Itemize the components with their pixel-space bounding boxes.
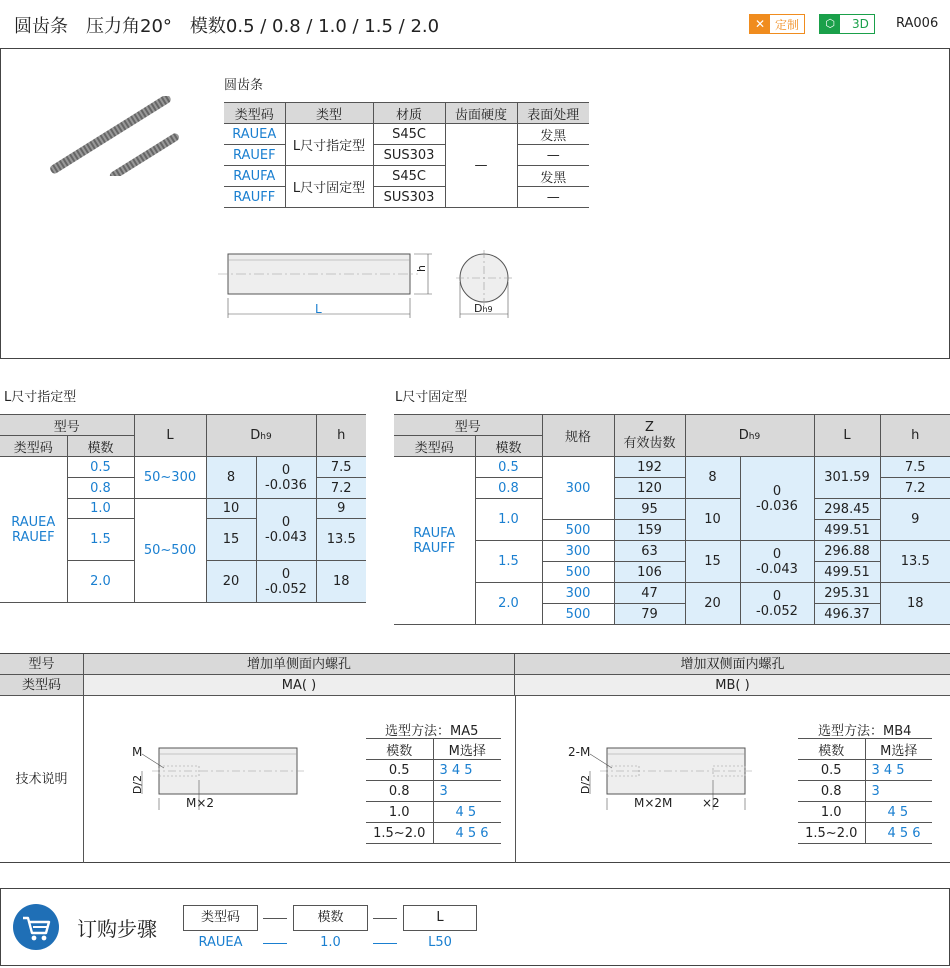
l-cell: 301.59 bbox=[814, 457, 880, 499]
l-cell: 295.31 bbox=[814, 583, 880, 604]
l-spec-table bbox=[0, 414, 366, 603]
product-code: RA006 bbox=[896, 16, 939, 31]
tol-top: 0 bbox=[281, 462, 291, 478]
col-header bbox=[206, 415, 316, 457]
single-d2-label: D/2 bbox=[131, 774, 145, 795]
z-header: Z bbox=[645, 419, 654, 435]
d-header-label: D bbox=[250, 428, 261, 443]
col-header: 规格 bbox=[542, 415, 614, 457]
col-header: L bbox=[814, 415, 880, 457]
h-cell: 18 bbox=[316, 561, 366, 603]
m-choice-cell[interactable]: 4 5 bbox=[865, 802, 932, 823]
spec-cell[interactable]: 300 bbox=[542, 583, 614, 604]
options-single-title: 增加单侧面内螺孔 bbox=[84, 654, 515, 675]
options-divider bbox=[515, 696, 516, 863]
single-select-title: 选型方法：MA5 bbox=[385, 724, 479, 739]
order-dash bbox=[373, 918, 397, 919]
order-code-value[interactable]: RAUEA bbox=[198, 935, 243, 950]
l-dim-label: L bbox=[315, 302, 322, 316]
module-cell[interactable]: 2.0 bbox=[475, 583, 542, 625]
m-choice-cell[interactable]: 4 5 bbox=[433, 802, 501, 823]
options-h-model: 型号 bbox=[0, 654, 84, 675]
d-header-label: D bbox=[738, 428, 749, 443]
m-choice-cell[interactable]: 4 5 6 bbox=[865, 823, 932, 844]
product-table-caption: 圆齿条 bbox=[224, 78, 264, 93]
type-code-cell[interactable]: RAUFA bbox=[224, 166, 285, 187]
hardness-cell: — bbox=[445, 124, 517, 208]
d-cell: 15 bbox=[685, 541, 740, 583]
z-cell: 106 bbox=[614, 562, 685, 583]
l-range-cell[interactable]: 50~500 bbox=[134, 499, 206, 603]
type-code-cell[interactable]: RAUFF bbox=[224, 187, 285, 208]
h-cell: 7.5 bbox=[316, 457, 366, 478]
l-cell: 499.51 bbox=[814, 520, 880, 541]
module-cell: 0.8 bbox=[798, 781, 865, 802]
z-cell: 192 bbox=[614, 457, 685, 478]
z-cell: 63 bbox=[614, 541, 685, 562]
material-cell: SUS303 bbox=[373, 145, 445, 166]
col-header: 型号 bbox=[0, 415, 134, 436]
d-header-sub: h9 bbox=[260, 432, 272, 442]
module-cell[interactable]: 0.5 bbox=[475, 457, 542, 478]
cart-icon bbox=[13, 904, 59, 950]
tol-top: 0 bbox=[772, 588, 782, 604]
double-d2-label: D/2 bbox=[579, 774, 593, 795]
l-cell: 296.88 bbox=[814, 541, 880, 562]
h-cell: 9 bbox=[316, 499, 366, 519]
spec-cell[interactable]: 300 bbox=[542, 541, 614, 562]
type-codes-cell[interactable]: RAUEA RAUEF bbox=[0, 457, 67, 603]
col-header: 类型 bbox=[285, 103, 373, 124]
type-cell: L尺寸指定型 bbox=[285, 124, 373, 166]
tol-bottom: -0.052 bbox=[756, 603, 798, 619]
h-cell: 7.2 bbox=[316, 478, 366, 499]
single-select-table bbox=[366, 738, 501, 844]
cube-icon: ⬡ bbox=[820, 15, 840, 33]
h-cell: 13.5 bbox=[316, 519, 366, 561]
double-x2-label: ×2 bbox=[702, 796, 720, 810]
page-title: 圆齿条 压力角20° 模数0.5 / 0.8 / 1.0 / 1.5 / 2.0 bbox=[14, 16, 440, 37]
spec-cell[interactable]: 300 bbox=[542, 457, 614, 520]
dimension-drawing bbox=[218, 242, 518, 322]
module-cell: 1.0 bbox=[798, 802, 865, 823]
module-cell: 1.5~2.0 bbox=[366, 823, 433, 844]
material-cell: S45C bbox=[373, 166, 445, 187]
order-section bbox=[0, 888, 950, 966]
h-cell: 18 bbox=[880, 583, 950, 625]
tol-top: 0 bbox=[772, 483, 782, 499]
col-header: 类型码 bbox=[224, 103, 285, 124]
tol-cell bbox=[740, 541, 814, 583]
l-cell: 298.45 bbox=[814, 499, 880, 520]
d-sub-label: h9 bbox=[482, 305, 493, 314]
col-header: 齿面硬度 bbox=[445, 103, 517, 124]
l-cell: 496.37 bbox=[814, 604, 880, 625]
d-cell: 10 bbox=[206, 499, 256, 519]
tol-top: 0 bbox=[772, 546, 782, 562]
spec-cell[interactable]: 500 bbox=[542, 562, 614, 583]
order-l-header: L bbox=[403, 905, 477, 931]
d-cell: 10 bbox=[685, 499, 740, 541]
m-choice-cell[interactable]: 4 5 6 bbox=[433, 823, 501, 844]
col-header bbox=[685, 415, 814, 457]
module-cell[interactable]: 0.8 bbox=[67, 478, 134, 499]
d-label: D bbox=[474, 302, 483, 315]
module-cell: 0.5 bbox=[798, 760, 865, 781]
h-cell: 7.5 bbox=[880, 457, 950, 478]
col-header: 模数 bbox=[798, 739, 865, 760]
module-cell: 1.0 bbox=[366, 802, 433, 823]
module-cell[interactable]: 0.5 bbox=[67, 457, 134, 478]
l-range-cell[interactable]: 50~300 bbox=[134, 457, 206, 499]
col-header: M选择 bbox=[865, 739, 932, 760]
module-cell[interactable]: 0.8 bbox=[475, 478, 542, 499]
d-header-sub: h9 bbox=[748, 432, 761, 442]
material-cell: S45C bbox=[373, 124, 445, 145]
custom-icon: ✕ bbox=[750, 15, 770, 33]
options-single-code: MA( ) bbox=[84, 675, 515, 696]
module-cell: 0.8 bbox=[366, 781, 433, 802]
z-cell: 79 bbox=[614, 604, 685, 625]
col-header: 模数 bbox=[366, 739, 433, 760]
col-header: 材质 bbox=[373, 103, 445, 124]
l-spec-title: L尺寸指定型 bbox=[4, 390, 77, 405]
module-cell[interactable]: 2.0 bbox=[67, 561, 134, 603]
3d-badge[interactable] bbox=[819, 14, 875, 34]
single-tap-drawing bbox=[128, 740, 308, 810]
z-cell: 47 bbox=[614, 583, 685, 604]
options-double-title: 增加双侧面内螺孔 bbox=[515, 654, 950, 675]
col-header: h bbox=[880, 415, 950, 457]
col-header: 模数 bbox=[67, 436, 134, 457]
finish-cell: — bbox=[517, 187, 589, 208]
h-cell: 7.2 bbox=[880, 478, 950, 499]
type-code-cell[interactable]: RAUEA bbox=[224, 124, 285, 145]
tol-top: 0 bbox=[281, 566, 291, 582]
order-dash bbox=[263, 943, 287, 944]
tol-bottom: -0.036 bbox=[265, 477, 307, 493]
tol-bottom: -0.036 bbox=[756, 498, 798, 514]
tol-bottom: -0.052 bbox=[265, 581, 307, 597]
col-header: L bbox=[134, 415, 206, 457]
h-cell: 13.5 bbox=[880, 541, 950, 583]
module-cell: 0.5 bbox=[366, 760, 433, 781]
m-choice-cell[interactable]: 3 4 5 bbox=[433, 760, 501, 781]
tol-top: 0 bbox=[281, 514, 291, 530]
module-cell[interactable]: 1.5 bbox=[475, 541, 542, 583]
col-header: 表面处理 bbox=[517, 103, 589, 124]
z-header-sub: 有效齿数 bbox=[623, 435, 676, 451]
col-header: 类型码 bbox=[0, 436, 67, 457]
module-cell[interactable]: 1.0 bbox=[67, 499, 134, 519]
d-cell: 20 bbox=[685, 583, 740, 625]
single-m-label: M bbox=[132, 745, 143, 759]
col-header bbox=[614, 415, 685, 457]
tol-cell bbox=[740, 583, 814, 625]
col-header: 型号 bbox=[394, 415, 542, 436]
custom-badge[interactable] bbox=[749, 14, 805, 34]
module-cell: 1.5~2.0 bbox=[798, 823, 865, 844]
z-cell: 120 bbox=[614, 478, 685, 499]
double-select-table bbox=[798, 738, 932, 844]
spec-cell[interactable]: 500 bbox=[542, 520, 614, 541]
type-cell: L尺寸固定型 bbox=[285, 166, 373, 208]
l-fixed-table bbox=[394, 414, 950, 625]
module-cell[interactable]: 1.5 bbox=[67, 519, 134, 561]
spec-cell[interactable]: 500 bbox=[542, 604, 614, 625]
tol-bottom: -0.043 bbox=[756, 561, 798, 577]
tol-cell bbox=[256, 561, 316, 603]
order-l-value[interactable]: L50 bbox=[428, 935, 452, 950]
h-dim-label: h bbox=[414, 265, 428, 272]
finish-cell: 发黑 bbox=[517, 166, 589, 187]
m-choice-cell[interactable]: 3 4 5 bbox=[865, 760, 932, 781]
type-codes-cell[interactable]: RAUFA RAUFF bbox=[394, 457, 475, 625]
d-cell: 8 bbox=[206, 457, 256, 499]
options-double-code: MB( ) bbox=[515, 675, 950, 696]
order-dash bbox=[263, 918, 287, 919]
m-choice-cell[interactable]: 3 bbox=[865, 781, 932, 802]
double-m-label: 2-M bbox=[568, 745, 591, 759]
material-cell: SUS303 bbox=[373, 187, 445, 208]
d-cell: 15 bbox=[206, 519, 256, 561]
z-cell: 159 bbox=[614, 520, 685, 541]
tol-bottom: -0.043 bbox=[265, 529, 307, 545]
module-cell[interactable]: 1.0 bbox=[475, 499, 542, 541]
l-cell: 499.51 bbox=[814, 562, 880, 583]
double-mx-label: M×2M bbox=[634, 796, 673, 810]
product-table bbox=[224, 102, 589, 208]
single-mx-label: M×2 bbox=[186, 796, 215, 810]
tol-cell bbox=[256, 499, 316, 561]
m-choice-cell[interactable]: 3 bbox=[433, 781, 501, 802]
finish-cell: — bbox=[517, 145, 589, 166]
options-h-code: 类型码 bbox=[0, 675, 84, 696]
finish-cell: 发黑 bbox=[517, 124, 589, 145]
z-cell: 95 bbox=[614, 499, 685, 520]
tol-cell bbox=[256, 457, 316, 499]
order-title: 订购步骤 bbox=[77, 917, 157, 941]
d-cell: 20 bbox=[206, 561, 256, 603]
order-dash bbox=[373, 943, 397, 944]
header-bar bbox=[0, 0, 950, 48]
type-code-cell[interactable]: RAUEF bbox=[224, 145, 285, 166]
col-header: M选择 bbox=[433, 739, 501, 760]
d-dim-label bbox=[474, 302, 493, 315]
options-section bbox=[0, 653, 950, 863]
l-fixed-title: L尺寸固定型 bbox=[395, 390, 468, 405]
col-header: 模数 bbox=[475, 436, 542, 457]
d-cell: 8 bbox=[685, 457, 740, 499]
tol-cell bbox=[740, 457, 814, 541]
3d-label: 3D bbox=[852, 17, 869, 31]
h-cell: 9 bbox=[880, 499, 950, 541]
order-code-header: 类型码 bbox=[183, 905, 258, 931]
order-module-value[interactable]: 1.0 bbox=[320, 935, 341, 950]
options-h-tech: 技术说明 bbox=[0, 696, 84, 863]
rack-product-image bbox=[48, 96, 180, 176]
double-select-title: 选型方法：MB4 bbox=[818, 724, 912, 739]
order-module-header: 模数 bbox=[293, 905, 368, 931]
custom-label: 定制 bbox=[775, 17, 800, 32]
col-header: 类型码 bbox=[394, 436, 475, 457]
col-header: h bbox=[316, 415, 366, 457]
